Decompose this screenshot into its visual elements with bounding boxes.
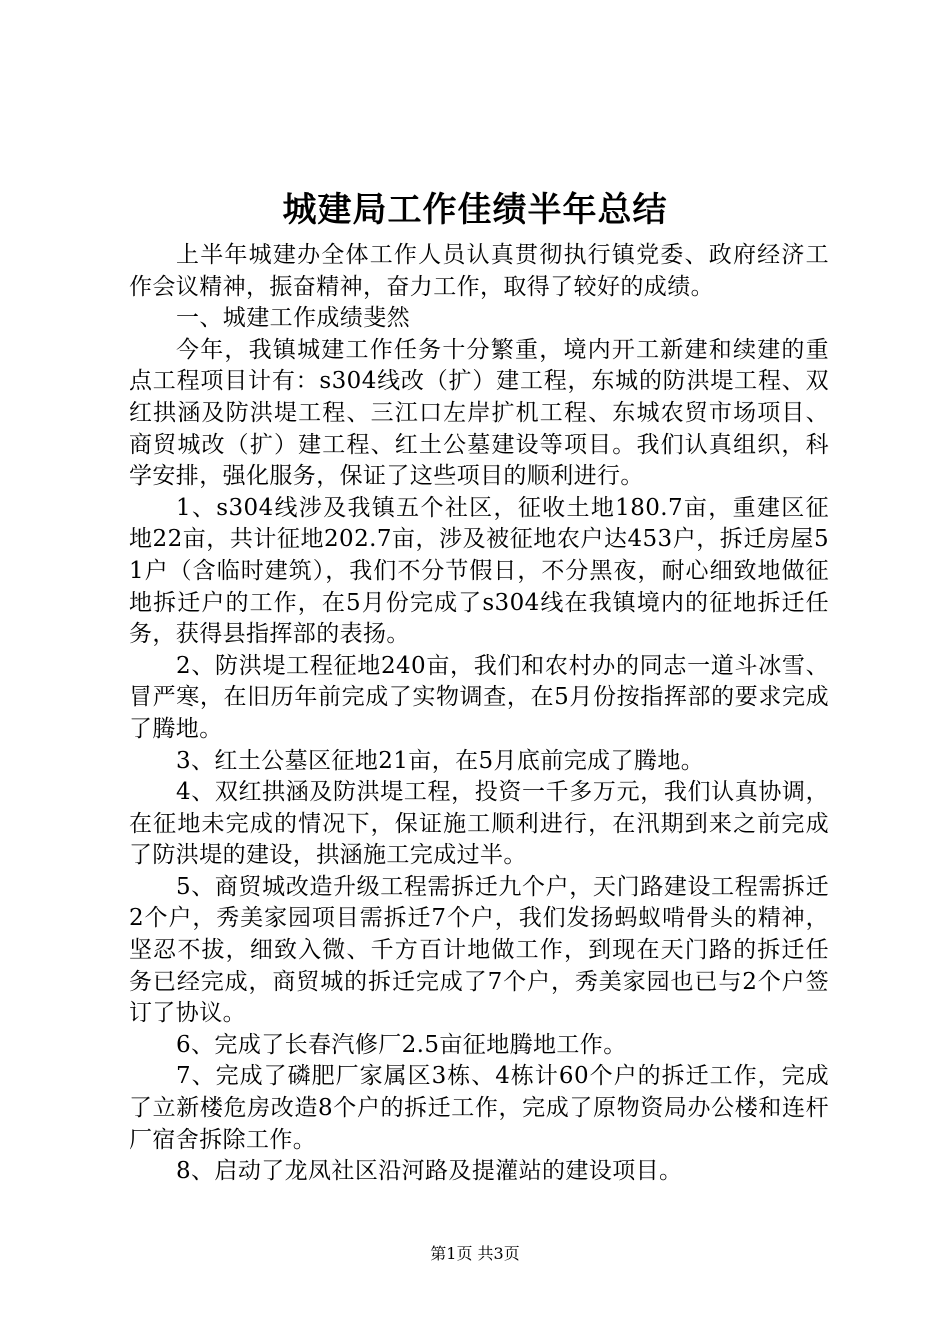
document-body — [129, 240, 829, 1188]
item-paragraph-5: 5、商贸城改造升级工程需拆迁九个户，天门路建设工程需拆迁2个户，秀美家园项目需拆迁7个户，我们发扬蚂蚁啃骨头的精神，坚忍不拔，细致入微、千方百计地做工作，到现在天门路的拆迁任务已经完成，商贸城的拆迁完成了7个户，秀美家园也已与2个户签订了协议。 — [129, 873, 829, 1027]
page-footer: 第1页 共3页 — [430, 1244, 520, 1263]
item-paragraph-4: 4、双红拱涵及防洪堤工程，投资一千多万元，我们认真协调，在征地未完成的情况下，保证施工顺利进行，在汛期到来之前完成了防洪堤的建设，拱涵施工完成过半。 — [129, 779, 829, 869]
item-paragraph-7: 7、完成了磷肥厂家属区3栋、4栋计60个户的拆迁工作，完成了立新楼危房改造8个户的拆迁工作，完成了原物资局办公楼和连杆厂宿舍拆除工作。 — [129, 1063, 829, 1153]
overview-paragraph: 今年，我镇城建工作任务十分繁重，境内开工新建和续建的重点工程项目计有：s304线改（扩）建工程，东城的防洪堤工程、双红拱涵及防洪堤工程、三江口左岸扩机工程、东城农贸市场项目、商贸城改（扩）建工程、红土公墓建设等项目。我们认真组织，科学安排，强化服务，保证了这些项目的顺利进行。 — [129, 336, 829, 490]
item-paragraph-1: 1、s304线涉及我镇五个社区，征收土地180.7亩，重建区征地22亩，共计征地202.7亩，涉及被征地农户达453户，拆迁房屋51户（含临时建筑），我们不分节假日，不分黑夜，耐心细致地做征地拆迁户的工作，在5月份完成了s304线在我镇境内的征地拆迁任务，获得县指挥部的表扬。 — [129, 494, 829, 648]
item-paragraph-8: 8、启动了龙凤社区沿河路及提灌站的建设项目。 — [176, 1158, 683, 1185]
item-paragraph-3: 3、红土公墓区征地21亩，在5月底前完成了腾地。 — [176, 747, 705, 774]
document-title: 城建局工作佳绩半年总结 — [282, 190, 668, 230]
item-paragraph-6: 6、完成了长春汽修厂2.5亩征地腾地工作。 — [176, 1031, 627, 1058]
item-paragraph-2: 2、防洪堤工程征地240亩，我们和农村办的同志一道斗冰雪、冒严寒，在旧历年前完成了实物调查，在5月份按指挥部的要求完成了腾地。 — [129, 652, 829, 742]
intro-paragraph: 上半年城建办全体工作人员认真贯彻执行镇党委、政府经济工作会议精神，振奋精神，奋力工作，取得了较好的成绩。 — [129, 242, 829, 300]
section-heading: 一、城建工作成绩斐然 — [176, 305, 410, 332]
